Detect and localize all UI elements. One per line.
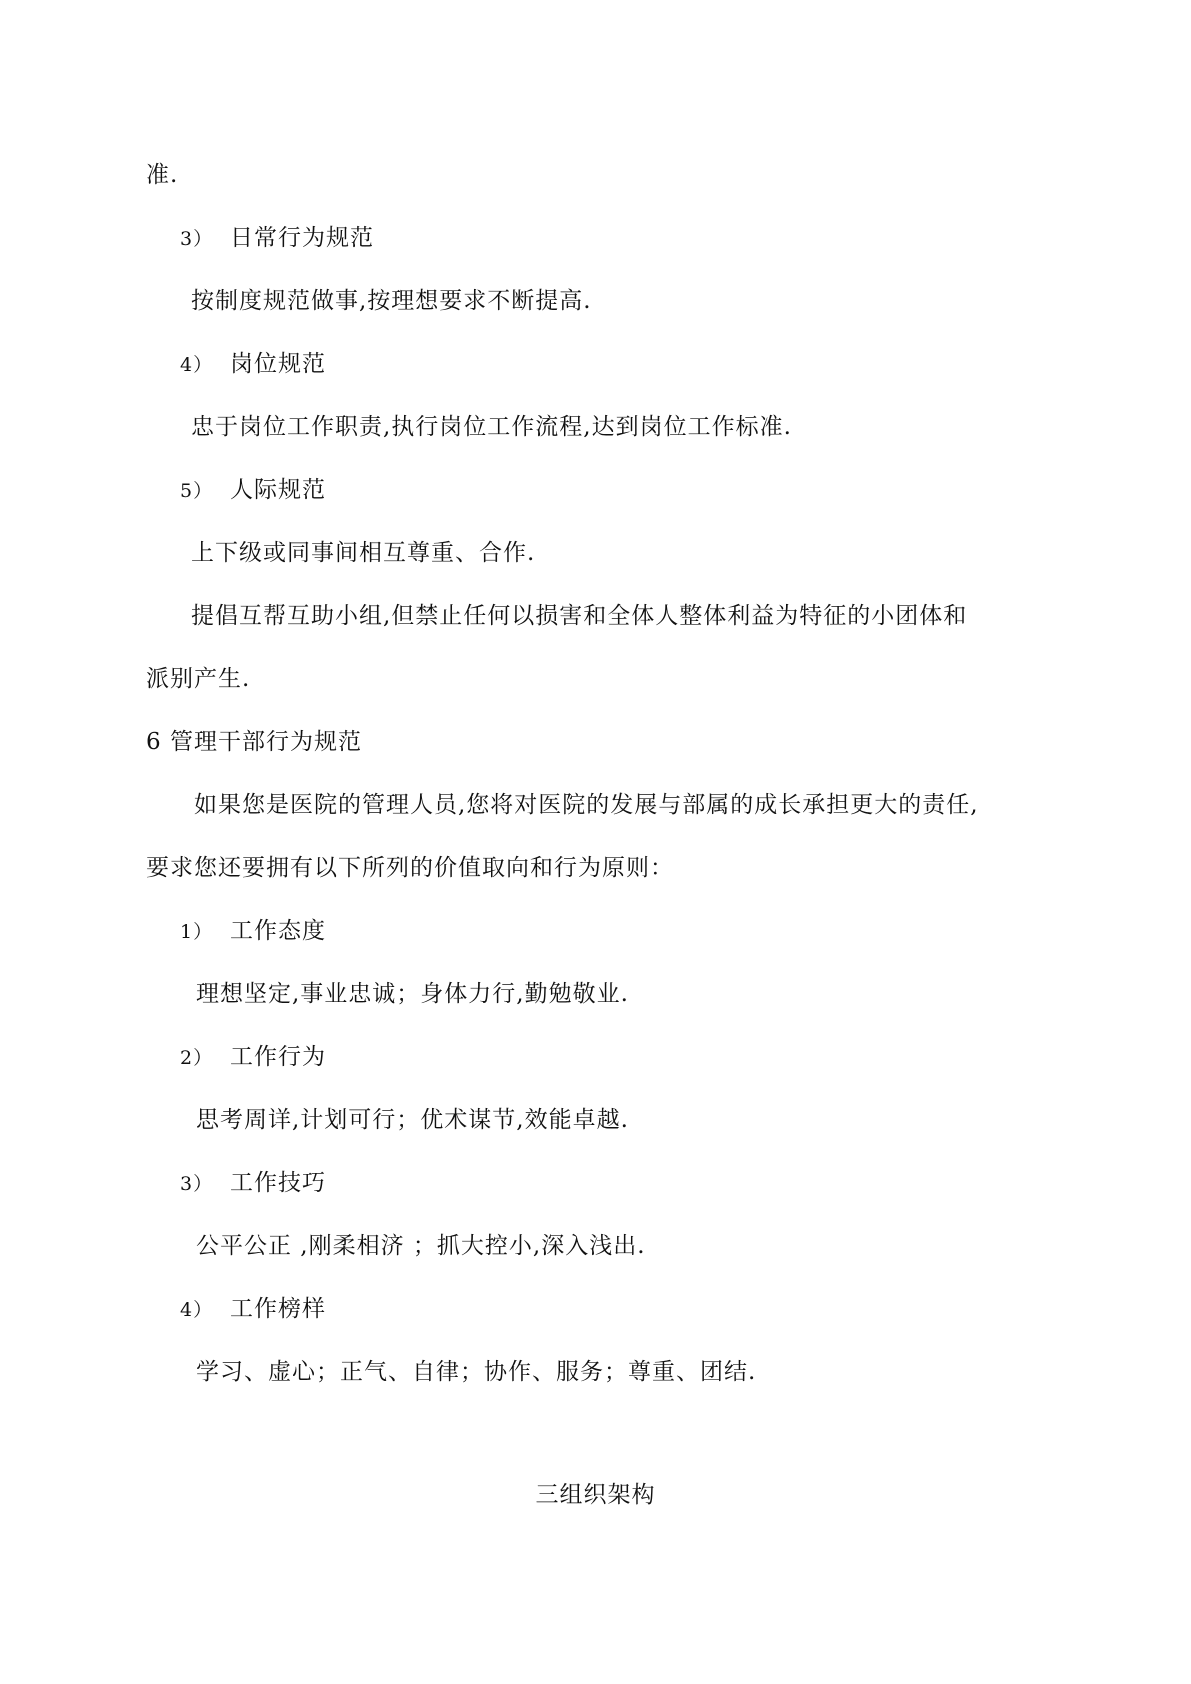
- paragraph: 学习、虚心；正气、自律；协作、服务；尊重、团结.: [196, 1359, 757, 1385]
- item-title: 工作榜样: [230, 1296, 326, 1322]
- item-work-role-model: [180, 1294, 326, 1325]
- item-number: 3）: [180, 1173, 214, 1195]
- item-number: 4）: [180, 1299, 214, 1321]
- paragraph: 公平公正 ,刚柔相济 ；抓大控小,深入浅出.: [196, 1233, 646, 1259]
- chapter-title: 三组织架构: [535, 1482, 656, 1508]
- item-work-skills: [180, 1168, 326, 1199]
- paragraph: 上下级或同事间相互尊重、合作.: [191, 540, 536, 566]
- paragraph: 按制度规范做事,按理想要求不断提高.: [191, 288, 592, 314]
- item-daily-conduct: [180, 223, 374, 254]
- paragraph: 提倡互帮互助小组,但禁止任何以损害和全体人整体利益为特征的小团体和: [191, 603, 968, 629]
- paragraph: 如果您是医院的管理人员,您将对医院的发展与部属的成长承担更大的责任,: [194, 792, 979, 818]
- paragraph-continuation: 准.: [146, 162, 179, 188]
- item-number: 2）: [180, 1047, 214, 1069]
- item-title: 岗位规范: [230, 351, 326, 377]
- item-work-behavior: [180, 1042, 326, 1073]
- paragraph-continuation: 要求您还要拥有以下所列的价值取向和行为原则：: [146, 855, 674, 881]
- paragraph: 思考周详,计划可行；优术谋节,效能卓越.: [196, 1107, 629, 1133]
- paragraph: 理想坚定,事业忠诚；身体力行,勤勉敬业.: [196, 981, 629, 1007]
- item-title: 日常行为规范: [230, 225, 374, 251]
- item-title: 工作行为: [230, 1044, 326, 1070]
- paragraph-continuation: 派别产生.: [146, 666, 251, 692]
- section-heading: 6 管理干部行为规范: [146, 729, 362, 755]
- item-number: 5）: [180, 480, 214, 502]
- item-number: 1）: [180, 921, 214, 943]
- paragraph: 忠于岗位工作职责,执行岗位工作流程,达到岗位工作标准.: [191, 414, 792, 440]
- item-interpersonal-norms: [180, 475, 326, 506]
- item-number: 3）: [180, 228, 214, 250]
- item-title: 工作技巧: [230, 1170, 326, 1196]
- item-position-norms: [180, 349, 326, 380]
- item-work-attitude: [180, 916, 326, 947]
- item-title: 人际规范: [230, 477, 326, 503]
- item-title: 工作态度: [230, 918, 326, 944]
- item-number: 4）: [180, 354, 214, 376]
